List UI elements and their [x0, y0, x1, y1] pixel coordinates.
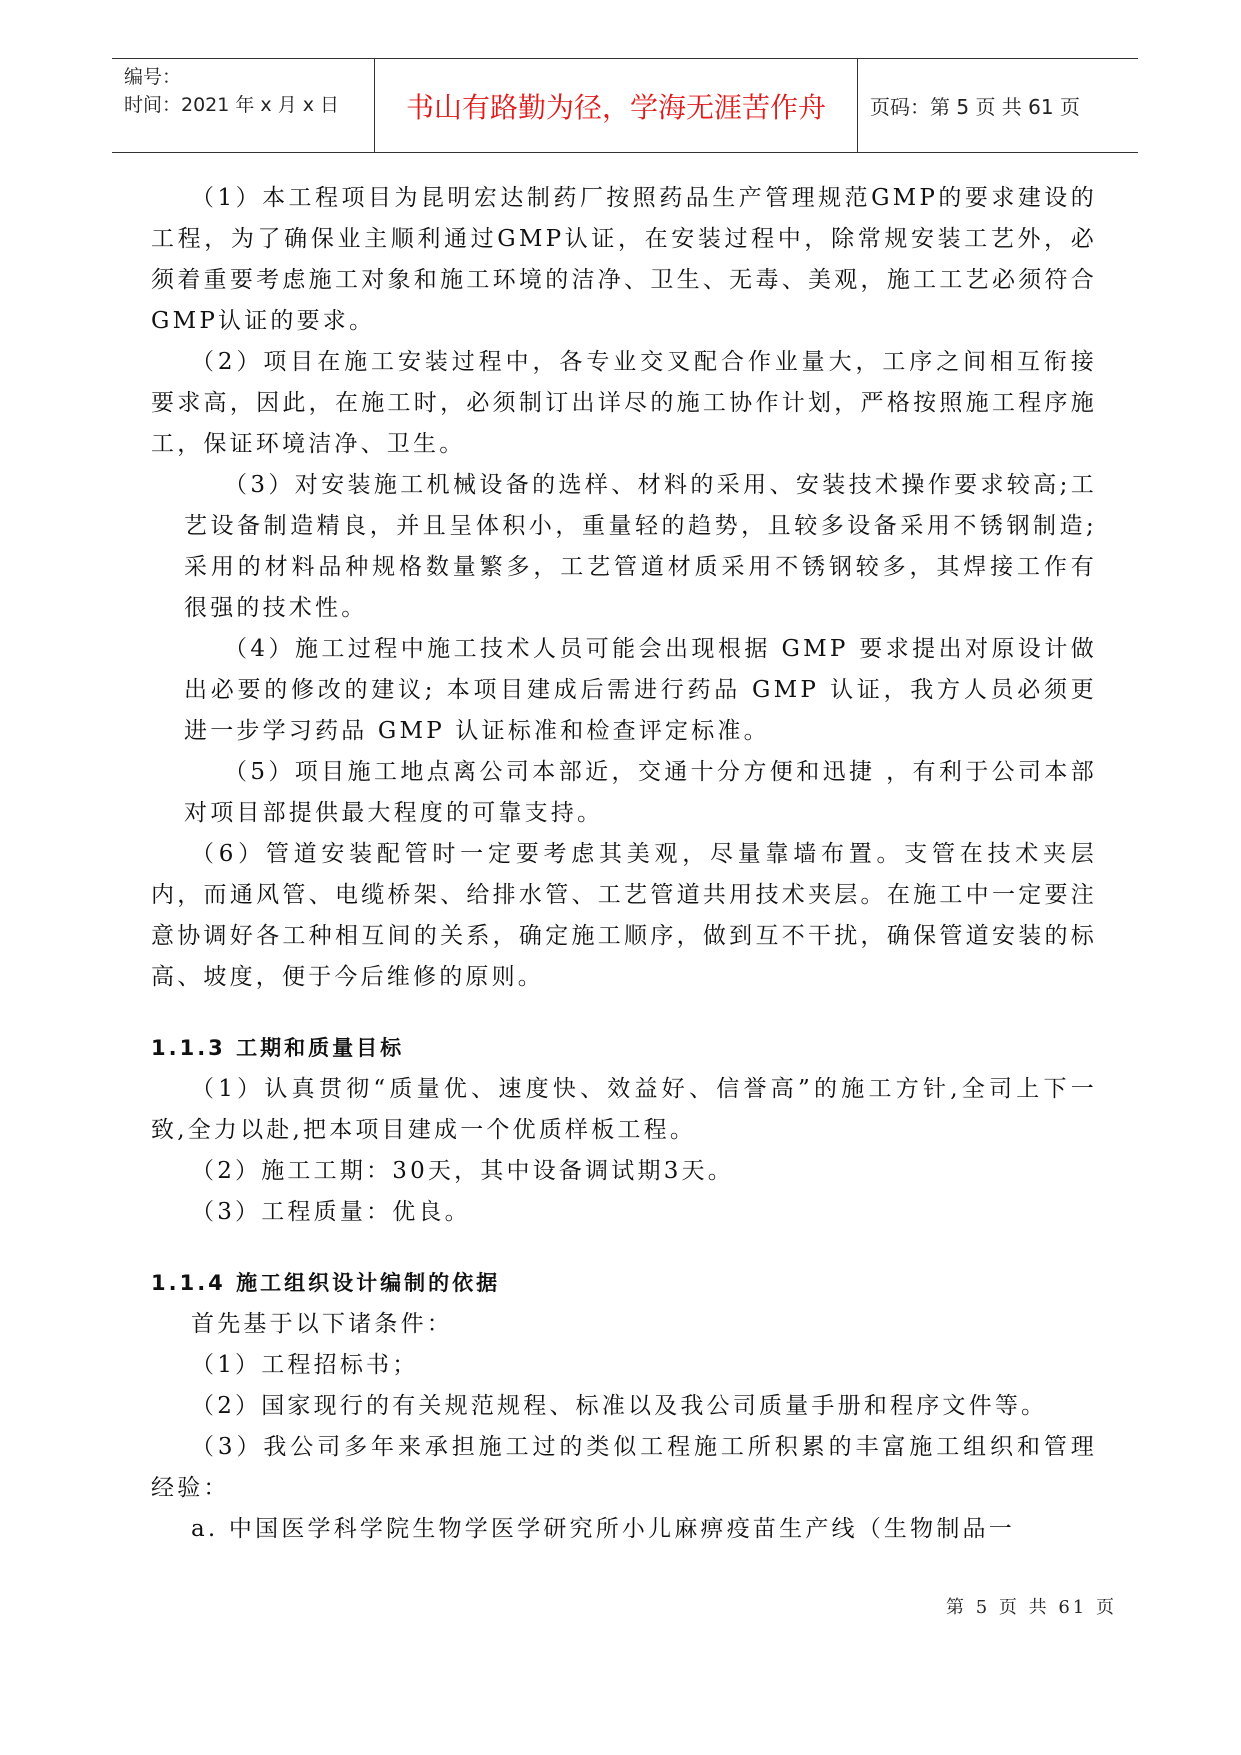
document-number-label: 编号：	[124, 66, 182, 88]
list-item: a. 中国医学科学院生物学医学研究所小儿麻痹疫苗生产线（生物制品一	[191, 1516, 1015, 1542]
section-heading: 1.1.3 工期和质量目标	[151, 1036, 405, 1060]
list-item: （3）工程质量：优良。	[191, 1199, 471, 1225]
list-item: （1）工程招标书；	[191, 1352, 419, 1378]
section-heading: 1.1.4 施工组织设计编制的依据	[151, 1271, 501, 1295]
list-item: （2）国家现行的有关规范规程、标准以及我公司质量手册和程序文件等。	[191, 1393, 1048, 1419]
paragraph: （4）施工过程中施工技术人员可能会出现根据 GMP 要求提出对原设计做出必要的修改的建议; 本项目建成后需进行药品 GMP 认证，我方人员必须更进一步学习药品 GMP 认证标准和检查评定标准。	[184, 636, 1097, 744]
list-item: （2）施工工期：30天，其中设备调试期3天。	[191, 1158, 734, 1184]
page-footer: 第 5 页 共 61 页	[946, 1597, 1117, 1618]
document-time-label: 时间：2021 年 x 月 x 日	[124, 94, 340, 116]
header-page-info: 页码：第 5 页 共 61 页	[870, 95, 1080, 119]
paragraph: （2）项目在施工安装过程中，各专业交叉配合作业量大，工序之间相互衔接要求高，因此，在施工时，必须制订出详尽的施工协作计划，严格按照施工程序施工，保证环境洁净、卫生。	[151, 349, 1097, 457]
section-intro: 首先基于以下诸条件：	[191, 1311, 453, 1337]
document-body	[151, 178, 1097, 1550]
paragraph: （6）管道安装配管时一定要考虑其美观，尽量靠墙布置。支管在技术夹层内，而通风管、电缆桥架、给排水管、工艺管道共用技术夹层。在施工中一定要注意协调好各工种相互间的关系，确定施工顺序，做到互不干扰，确保管道安装的标高、坡度，便于今后维修的原则。	[151, 841, 1097, 990]
header-motto: 书山有路勤为径，学海无涯苦作舟	[374, 59, 858, 152]
paragraph: （3）对安装施工机械设备的选样、材料的采用、安装技术操作要求较高;工艺设备制造精良，并且呈体积小，重量轻的趋势，且较多设备采用不锈钢制造; 采用的材料品种规格数量繁多，工艺管道材质采用不锈钢较多，其焊接工作有很强的技术性。	[184, 472, 1097, 621]
list-item: （1）认真贯彻“质量优、速度快、效益好、信誉高”的施工方针,全司上下一致,全力以赴,把本项目建成一个优质样板工程。	[151, 1076, 1097, 1143]
paragraph: （1）本工程项目为昆明宏达制药厂按照药品生产管理规范GMP的要求建设的工程，为了确保业主顺利通过GMP认证，在安装过程中，除常规安装工艺外，必须着重要考虑施工对象和施工环境的洁净、卫生、无毒、美观，施工工艺必须符合GMP认证的要求。	[151, 185, 1097, 334]
page-header	[112, 58, 1138, 153]
header-meta	[124, 63, 372, 119]
list-item: （3）我公司多年来承担施工过的类似工程施工所积累的丰富施工组织和管理经验：	[151, 1434, 1097, 1501]
paragraph: （5）项目施工地点离公司本部近，交通十分方便和迅捷 ，有利于公司本部对项目部提供最大程度的可靠支持。	[184, 759, 1097, 826]
